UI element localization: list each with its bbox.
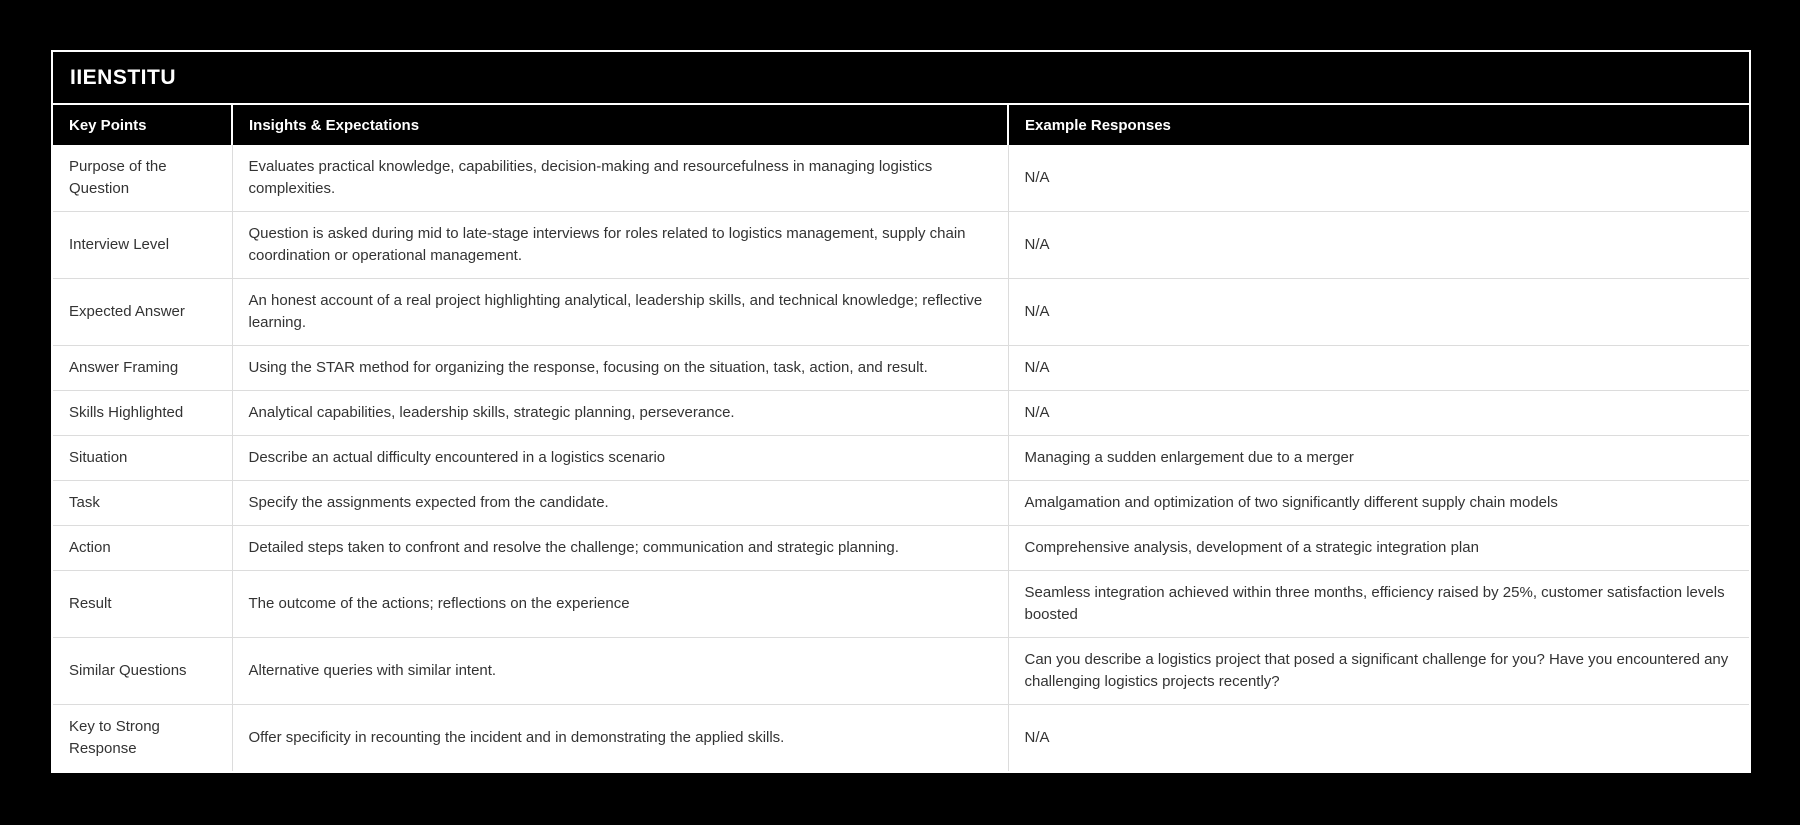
row-example-cell: N/A	[1008, 705, 1749, 772]
row-example-cell: Seamless integration achieved within three months, efficiency raised by 25%, customer satisfaction levels boosted	[1008, 571, 1749, 638]
table-row	[53, 705, 1749, 772]
row-insight-cell: Describe an actual difficulty encountered in a logistics scenario	[232, 436, 1008, 481]
row-insight-cell: Offer specificity in recounting the incident and in demonstrating the applied skills.	[232, 705, 1008, 772]
row-example-cell: N/A	[1008, 212, 1749, 279]
row-insight-cell: Evaluates practical knowledge, capabilities, decision-making and resourcefulness in managing logistics complexities.	[232, 145, 1008, 212]
row-insight-cell: Alternative queries with similar intent.	[232, 638, 1008, 705]
row-key-cell: Task	[53, 481, 232, 526]
table-row	[53, 436, 1749, 481]
column-header-example-responses: Example Responses	[1008, 105, 1749, 145]
row-example-cell: N/A	[1008, 145, 1749, 212]
table-row	[53, 391, 1749, 436]
table-row	[53, 145, 1749, 212]
row-key-cell: Purpose of the Question	[53, 145, 232, 212]
row-key-cell: Skills Highlighted	[53, 391, 232, 436]
row-insight-cell: An honest account of a real project highlighting analytical, leadership skills, and technical knowledge; reflective learning.	[232, 279, 1008, 346]
row-insight-cell: Specify the assignments expected from the candidate.	[232, 481, 1008, 526]
row-key-cell: Answer Framing	[53, 346, 232, 391]
table-row	[53, 346, 1749, 391]
row-example-cell: N/A	[1008, 391, 1749, 436]
row-example-cell: N/A	[1008, 346, 1749, 391]
table-row	[53, 638, 1749, 705]
row-insight-cell: The outcome of the actions; reflections on the experience	[232, 571, 1008, 638]
row-example-cell: Managing a sudden enlargement due to a merger	[1008, 436, 1749, 481]
page-title: IIENSTITU	[70, 65, 177, 89]
column-header-key-points: Key Points	[53, 105, 232, 145]
table-row	[53, 212, 1749, 279]
row-insight-cell: Detailed steps taken to confront and resolve the challenge; communication and strategic planning.	[232, 526, 1008, 571]
row-key-cell: Interview Level	[53, 212, 232, 279]
table-row	[53, 571, 1749, 638]
table-row	[53, 526, 1749, 571]
interview-guide-panel	[51, 50, 1751, 773]
row-example-cell: Can you describe a logistics project that posed a significant challenge for you? Have you encountered any challenging logistics projects recently?	[1008, 638, 1749, 705]
row-key-cell: Similar Questions	[53, 638, 232, 705]
interview-guide-table	[53, 105, 1749, 771]
table-row	[53, 279, 1749, 346]
header-row	[53, 105, 1749, 145]
row-insight-cell: Analytical capabilities, leadership skills, strategic planning, perseverance.	[232, 391, 1008, 436]
row-key-cell: Action	[53, 526, 232, 571]
row-key-cell: Situation	[53, 436, 232, 481]
row-example-cell: Comprehensive analysis, development of a strategic integration plan	[1008, 526, 1749, 571]
row-insight-cell: Using the STAR method for organizing the response, focusing on the situation, task, action, and result.	[232, 346, 1008, 391]
column-header-insights-expectations: Insights & Expectations	[232, 105, 1008, 145]
row-key-cell: Key to Strong Response	[53, 705, 232, 772]
table-row	[53, 481, 1749, 526]
title-bar	[53, 52, 1749, 105]
row-insight-cell: Question is asked during mid to late-stage interviews for roles related to logistics management, supply chain coordination or operational management.	[232, 212, 1008, 279]
row-key-cell: Expected Answer	[53, 279, 232, 346]
row-example-cell: N/A	[1008, 279, 1749, 346]
row-key-cell: Result	[53, 571, 232, 638]
row-example-cell: Amalgamation and optimization of two significantly different supply chain models	[1008, 481, 1749, 526]
